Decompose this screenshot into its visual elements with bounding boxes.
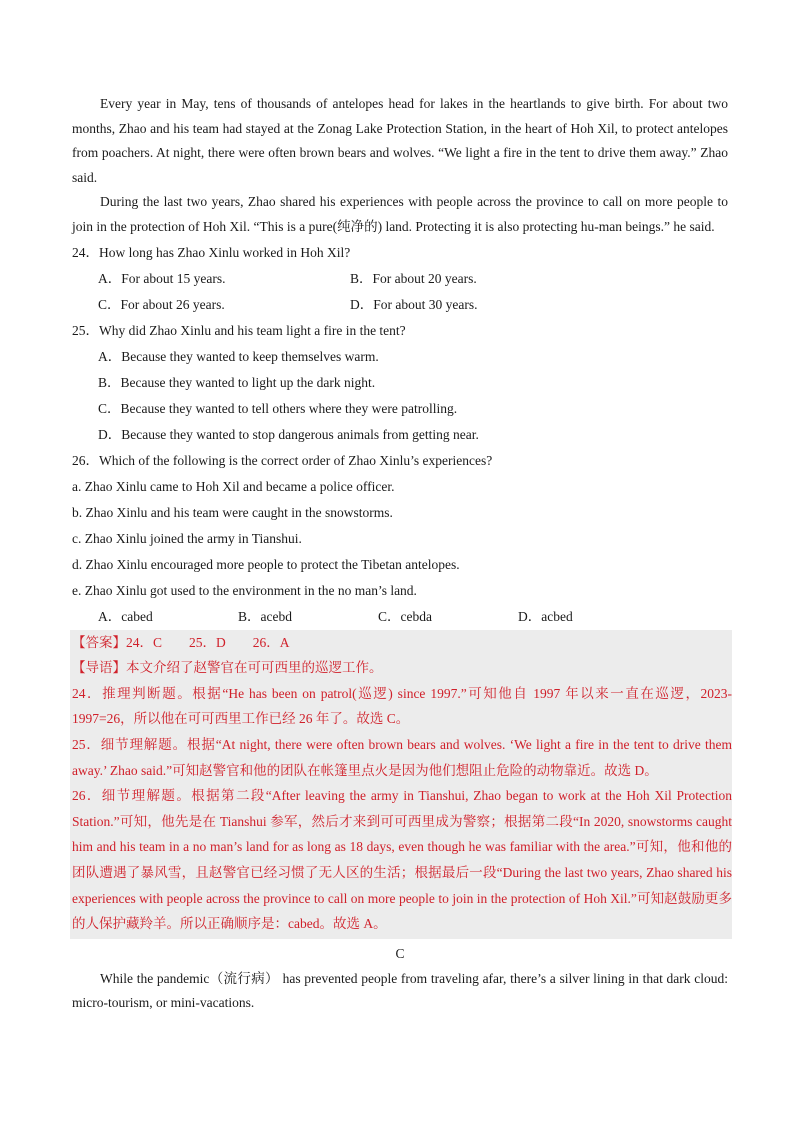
question-24-option-b: B．For about 20 years.	[350, 270, 477, 286]
answer-key: 【答案】24．C 25．D 26．A	[72, 634, 290, 650]
question-25-option-c: C．Because they wanted to tell others where they were patrolling.	[98, 400, 458, 416]
answer-intro: 【导语】本文介绍了赵警官在可可西里的巡逻工作。	[72, 660, 383, 676]
question-26-option-c: C．cebda	[378, 608, 432, 624]
question-24-option-a: A．For about 15 years.	[98, 270, 226, 286]
question-26-stem: 26．Which of the following is the correct order of Zhao Xinlu’s experiences?	[72, 452, 493, 468]
answer-explanation-24: 24．推理判断题。根据“He has been on patrol(巡逻) since 1997.”可知他自 1997 年以来一直在巡逻，2023-1997=26，所以他在可可西里工作已经 26 年了。故选 C。	[72, 685, 732, 727]
question-26-event-b: b. Zhao Xinlu and his team were caught in the snowstorms.	[72, 504, 393, 520]
question-26-options-row	[72, 604, 728, 630]
question-25-stem: 25．Why did Zhao Xinlu and his team light a fire in the tent?	[72, 322, 406, 338]
question-26-event-a: a. Zhao Xinlu came to Hoh Xil and became a police officer.	[72, 478, 395, 494]
question-24-option-d: D．For about 30 years.	[350, 296, 478, 312]
answer-explanation-26: 26．细节理解题。根据第二段“After leaving the army in Tianshui, Zhao began to work at the Hoh Xil Protection Station.”可知，他先是在 Tianshui 参军，然后才来到可可西里成为警察；根据第二段“In 2020, snowstorms caught him and his team in a no man’s land for as long as 18 days, even though he was familiar with the area.”可知，他和他的团队遭遇了暴风雪，且赵警官已经习惯了无人区的生活；根据最后一段“During the last two years, Zhao shared his experiences with people across the province to call on more people to join in the protection of Hoh Xil.”可知赵鼓励更多的人保护藏羚羊。所以正确顺序是：cabed。故选 A。	[72, 788, 732, 932]
question-26-option-d: D．acbed	[518, 608, 573, 624]
page-content	[72, 92, 732, 1016]
question-26-event-d: d. Zhao Xinlu encouraged more people to protect the Tibetan antelopes.	[72, 556, 460, 572]
question-25-option-b: B．Because they wanted to light up the dark night.	[98, 374, 376, 390]
question-26-option-a: A．cabed	[98, 608, 153, 624]
question-24-stem: 24．How long has Zhao Xinlu worked in Hoh Xil?	[72, 244, 351, 260]
question-26-event-e: e. Zhao Xinlu got used to the environment in the no man’s land.	[72, 582, 417, 598]
passage-paragraph-1: Every year in May, tens of thousands of antelopes head for lakes in the heartlands to give birth. For about two months, Zhao and his team had stayed at the Zonag Lake Protection Station, in the heart of Hoh Xil, to protect antelopes from poachers. At night, there were often brown bears and wolves. “We light a fire in the tent to drive them away.” Zhao said.	[72, 96, 728, 185]
question-26-option-b: B．acebd	[238, 608, 292, 624]
passage-paragraph-2: During the last two years, Zhao shared his experiences with people across the province to call on more people to join in the protection of Hoh Xil. “This is a pure(纯净的) land. Protecting it is also protecting hu-man beings.” he said.	[72, 194, 728, 234]
question-24-option-c: C．For about 26 years.	[98, 296, 225, 312]
question-24-options-row-1	[72, 266, 728, 292]
answer-explanation-25: 25．细节理解题。根据“At night, there were often brown bears and wolves. ‘We light a fire in the tent to drive them away.’ Zhao said.”可知赵警官和他的团队在帐篷里点火是因为他们想阻止危险的动物靠近。故选 D。	[72, 736, 732, 778]
question-25-option-d: D．Because they wanted to stop dangerous animals from getting near.	[98, 426, 479, 442]
answer-explanation-box	[70, 630, 732, 939]
section-c-heading: C	[395, 945, 405, 961]
question-26-event-c: c. Zhao Xinlu joined the army in Tianshui.	[72, 530, 302, 546]
question-24-options-row-2	[72, 292, 728, 318]
question-25-option-a: A．Because they wanted to keep themselves warm.	[98, 348, 379, 364]
section-c-paragraph: While the pandemic（流行病） has prevented people from traveling afar, there’s a silver lining in that dark cloud: micro-tourism, or mini-vacations.	[72, 970, 728, 1011]
